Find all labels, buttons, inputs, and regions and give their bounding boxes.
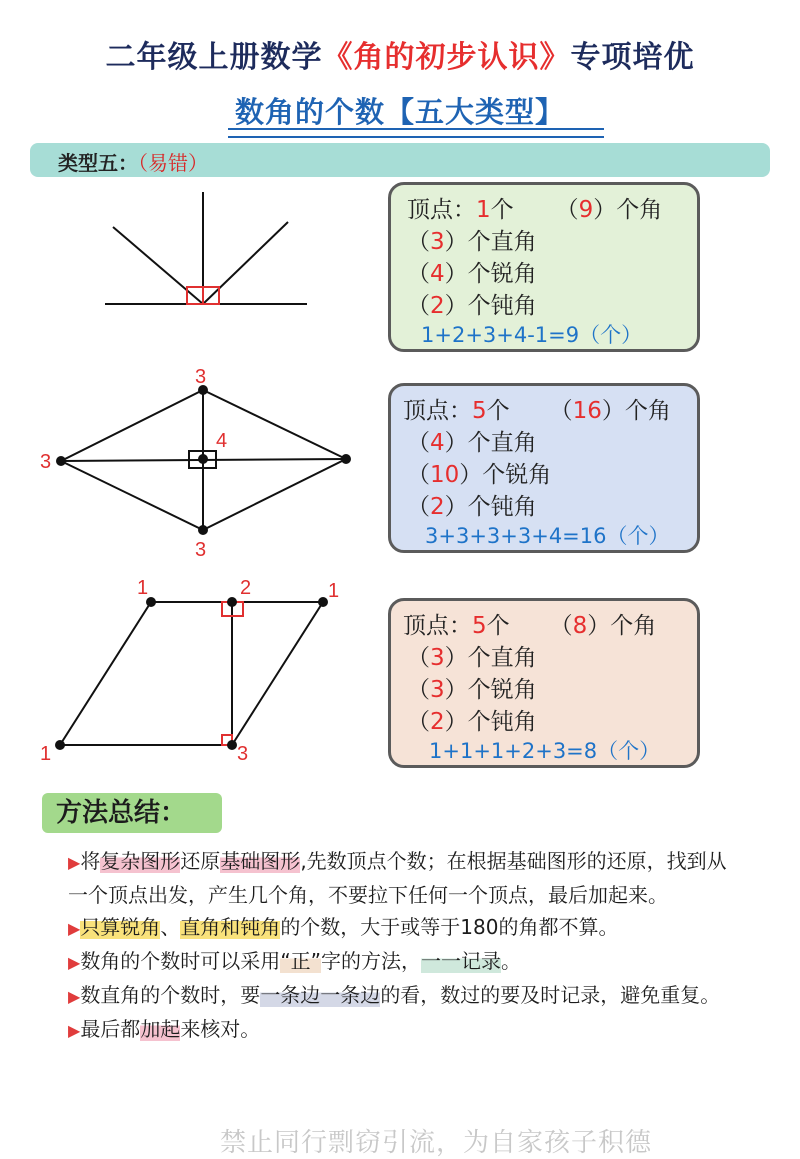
obtuse-angle-row: （2）个钝角 [407, 709, 537, 735]
answer-box-1 [388, 182, 700, 352]
watermark-text: 禁止同行剽窃引流，为自家孩子积德 [220, 1128, 653, 1158]
acute-angle-row: （4）个锐角 [407, 261, 537, 287]
bullet-icon: ▶ [68, 1021, 81, 1040]
obtuse-angle-row: （2）个钝角 [407, 293, 537, 319]
acute-angle-row: （3）个锐角 [407, 677, 537, 703]
label-top-right: 1 [328, 580, 340, 602]
right-angle-row: （3）个直角 [407, 645, 537, 671]
page-title: 二年级上册数学《角的初步认识》专项培优 [105, 40, 695, 75]
vertex-row: 顶点：5个 （16）个角 [403, 398, 671, 424]
bullet-icon: ▶ [68, 919, 81, 938]
bullet-icon: ▶ [68, 953, 81, 972]
right-angle-row: （4）个直角 [407, 430, 537, 456]
label-center: 4 [216, 430, 228, 452]
answer-box-2 [388, 383, 700, 553]
type-label: 类型五：（易错） [58, 151, 208, 175]
acute-angle-row: （10）个锐角 [407, 462, 552, 488]
label-bottom-right: 3 [237, 743, 249, 765]
page-subtitle: 数角的个数【五大类型】 [234, 95, 565, 129]
bullet-icon: ▶ [68, 987, 81, 1006]
formula-row: 3+3+3+3+4=16（个） [425, 524, 670, 548]
right-angle-row: （3）个直角 [407, 229, 537, 255]
label-top-left: 1 [137, 577, 149, 599]
label-bottom: 3 [195, 539, 207, 561]
label-bottom-left: 1 [40, 743, 52, 765]
obtuse-angle-row: （2）个钝角 [407, 494, 537, 520]
label-left: 3 [40, 451, 52, 473]
note-1: ▶将复杂图形还原基础图形,先数顶点个数；在根据基础图形的还原，找到从一个顶点出发，产生几个角，不要拉下任何一个顶点，最后加起来。 [68, 849, 727, 907]
formula-row: 1+2+3+4-1=9（个） [421, 323, 643, 347]
vertex-row: 顶点：5个 （8）个角 [403, 613, 657, 639]
method-notes [68, 845, 728, 1047]
formula-row: 1+1+1+2+3=8（个） [429, 739, 661, 763]
answer-box-3 [388, 598, 700, 768]
note-3: ▶数角的个数时可以采用“正”字的方法，一一记录。 [68, 949, 522, 973]
note-5: ▶最后都加起来核对。 [68, 1017, 261, 1041]
note-2: ▶只算锐角、直角和钝角的个数，大于或等于180的角都不算。 [68, 915, 619, 939]
vertex-row: 顶点：1个 （9）个角 [407, 197, 663, 223]
label-top-mid: 2 [240, 577, 252, 599]
note-4: ▶数直角的个数时，要一条边一条边的看，数过的要及时记录，避免重复。 [68, 983, 721, 1007]
label-top: 3 [195, 366, 207, 388]
bullet-icon: ▶ [68, 853, 81, 872]
method-heading: 方法总结： [42, 793, 222, 833]
